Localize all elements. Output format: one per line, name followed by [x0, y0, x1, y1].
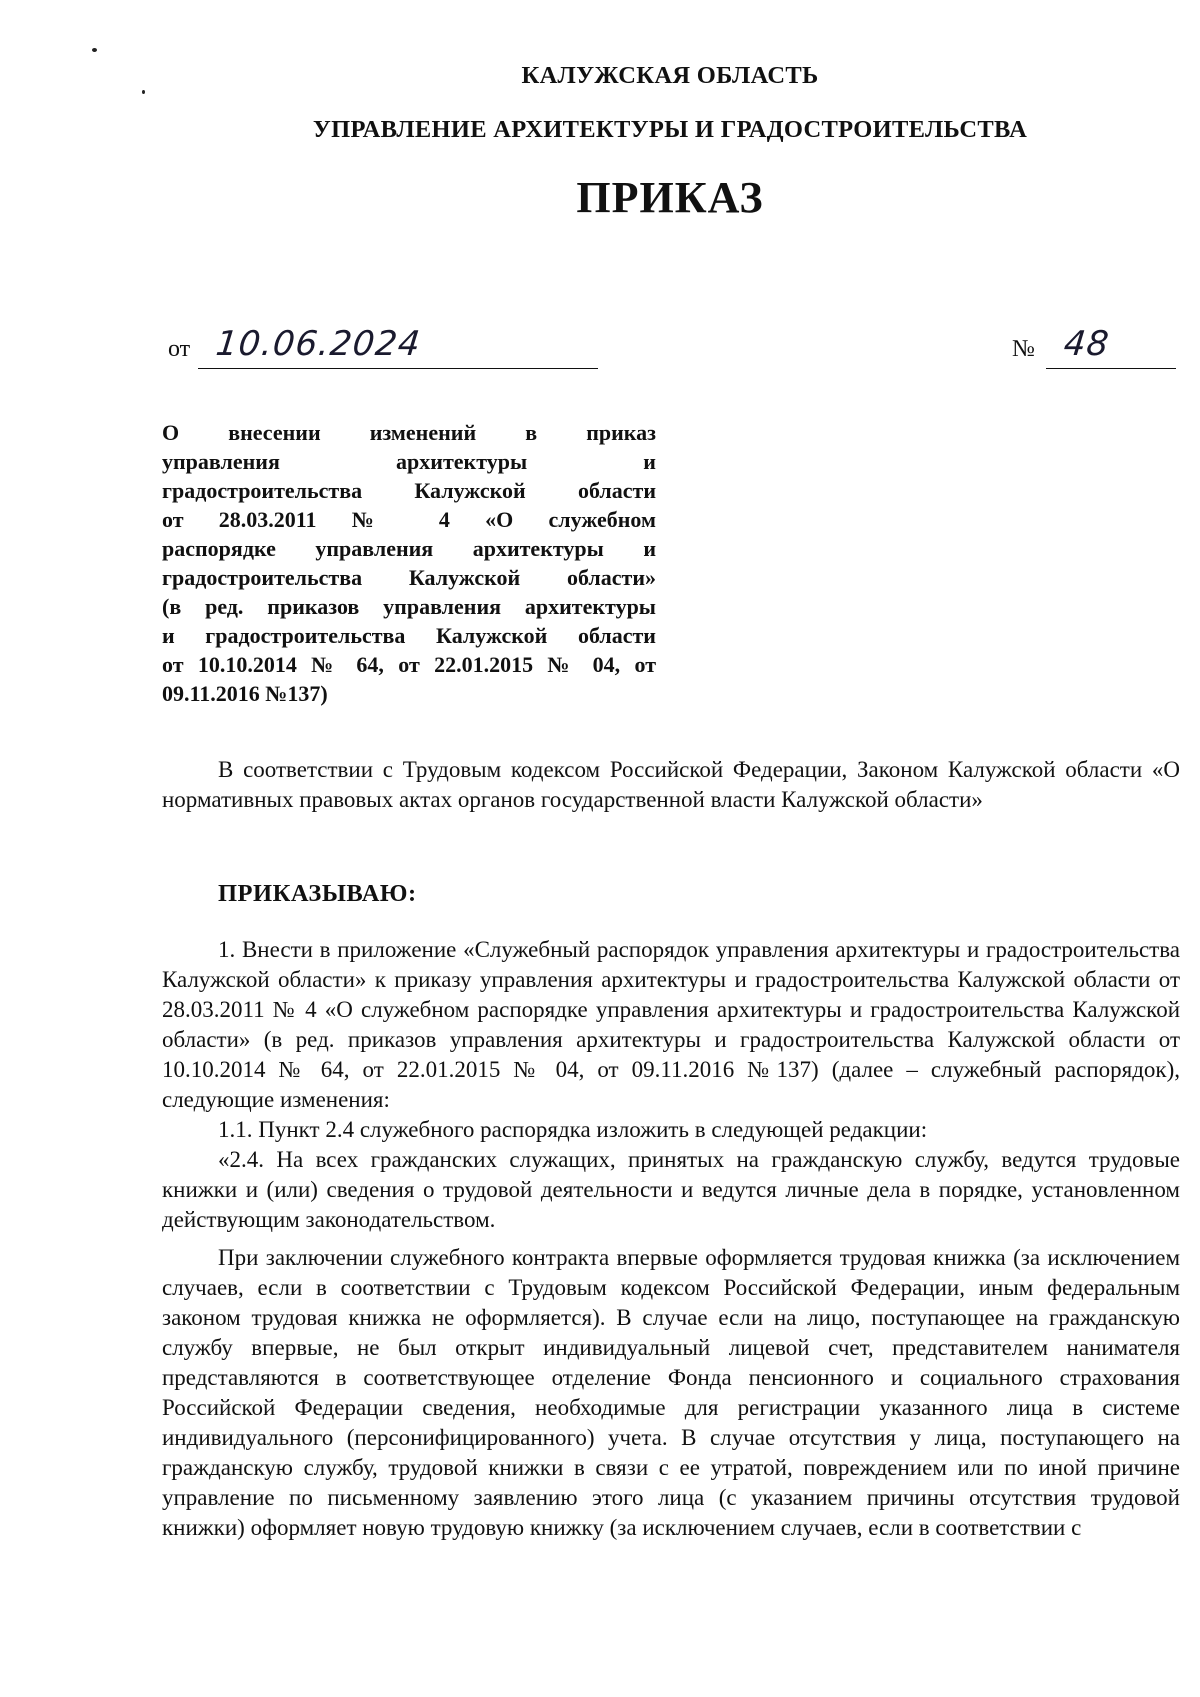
department-heading: УПРАВЛЕНИЕ АРХИТЕКТУРЫ И ГРАДОСТРОИТЕЛЬСТВА [312, 116, 1028, 143]
subject-line: градостроительства Калужской области» [162, 565, 656, 590]
preamble [162, 755, 1180, 815]
subject-line: от 28.03.2011 № 4 «О служебном [162, 507, 656, 532]
subject-block [162, 418, 656, 708]
paragraph-contract: При заключении служебного контракта впервые оформляется трудовая книжка (за исключением случаев, если в соответствии с Трудовым кодексом Российской Федерации, иным федеральным законом трудовая книжка не оформляется). В случае если на лицо, поступающее на гражданскую службу впервые, не был открыт индивидуальный лицевой счет, представителем нанимателя представляются в соответствующее отделение Фонда пенсионного и социального страхования Российской Федерации сведения, необходимые для регистрации указанного лица в системе индивидуального (персонифицированного) учета. В случае отсутствия у лица, поступающего на гражданскую службу, трудовой книжки в связи с ее утратой, повреждением или по иной причине управление по письменному заявлению этого лица (с указанием причины отсутствия трудовой книжки) оформляет новую трудовую книжку (за исключением случаев, если в соответствии с [162, 1245, 1180, 1540]
date-prefix: от [168, 336, 191, 362]
paragraph-item-1-1: 1.1. Пункт 2.4 служебного распорядка изложить в следующей редакции: [218, 1117, 928, 1142]
preamble-text: В соответствии с Трудовым кодексом Российской Федерации, Законом Калужской области «О нормативных правовых актах органов государственной власти Калужской области» [162, 757, 1180, 812]
paragraph-quote-2-4: «2.4. На всех гражданских служащих, принятых на гражданскую службу, ведутся трудовые книжки и (или) сведения о трудовой деятельности и ведутся личные дела в порядке, установленном действующим законодательством. [162, 1147, 1180, 1232]
order-body [162, 935, 1180, 1543]
subject-line: и градостроительства Калужской области [162, 623, 656, 648]
document-title: ПРИКАЗ [576, 173, 764, 222]
date-handwritten: 10.06.2024 [213, 324, 423, 364]
subject-line: О внесении изменений в приказ [162, 420, 656, 445]
number-handwritten: 48 [1061, 324, 1112, 364]
subject-line: градостроительства Калужской области [162, 478, 656, 503]
subject-line: 09.11.2016 №137) [162, 681, 328, 706]
subject-line: управления архитектуры и [162, 449, 656, 474]
scan-speck [142, 90, 145, 94]
subject-line: распорядке управления архитектуры и [162, 536, 656, 561]
number-underline [1046, 368, 1176, 369]
number-prefix: № [1012, 336, 1035, 362]
paragraph-item-1: 1. Внести в приложение «Служебный распорядок управления архитектуры и градостроительства Калужской области» к приказу управления архитектуры и градостроительства Калужской области от 28.03.2011 № 4 «О служебном распорядке управления архитектуры и градостроительства Калужской области» (в ред. приказов управления архитектуры и градостроительства Калужской области от 10.10.2014 № 64, от 22.01.2015 № 04, от 09.11.2016 №137) (далее – служебный распорядок), следующие изменения: [162, 937, 1180, 1112]
scan-speck [92, 48, 97, 52]
region-heading: КАЛУЖСКАЯ ОБЛАСТЬ [521, 62, 819, 89]
order-heading: ПРИКАЗЫВАЮ: [218, 880, 417, 907]
subject-line: от 10.10.2014 № 64, от 22.01.2015 № 04, от [162, 652, 656, 677]
date-underline [198, 368, 598, 369]
subject-line: (в ред. приказов управления архитектуры [162, 594, 656, 619]
